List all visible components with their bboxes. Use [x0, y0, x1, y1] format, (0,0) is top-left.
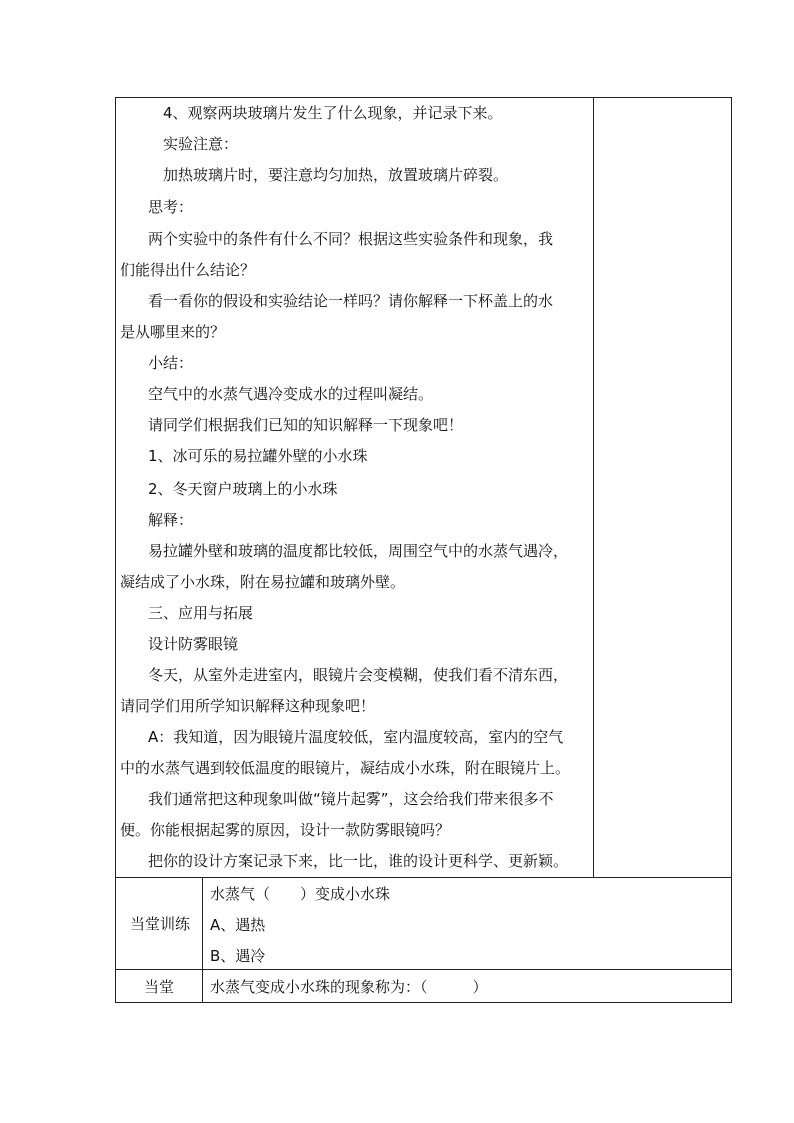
summary-heading: 小结： — [148, 354, 194, 372]
caution-heading: 实验注意： — [163, 135, 239, 153]
record-design-line: 把你的设计方案记录下来，比一比，谁的设计更科学、更新颖。 — [148, 852, 569, 870]
main-cell-right-divider — [593, 97, 594, 878]
explanation-heading: 解释： — [148, 511, 194, 529]
think-question-line-1: 两个实验中的条件有什么不同？根据这些实验条件和现象，我 — [148, 230, 554, 248]
table-divider-2 — [115, 969, 732, 970]
training-option-b: B、遇冷 — [210, 947, 266, 965]
answer-line-2: 中的水蒸气遇到较低温度的眼镜片，凝结成小水珠，附在眼镜片上。 — [120, 759, 571, 777]
explain-prompt: 请同学们根据我们已知的知识解释一下现象吧！ — [148, 416, 464, 434]
explanation-line-1: 易拉罐外壁和玻璃的温度都比较低，周围空气中的水蒸气遇冷， — [148, 542, 569, 560]
step-4-text: 4、观察两块玻璃片发生了什么现象，并记录下来。 — [163, 104, 503, 122]
table-border-bottom — [115, 1002, 732, 1003]
fog-line-1: 我们通常把这种现象叫做“镜片起雾”，这会给我们带来很多不 — [148, 790, 554, 808]
answer-line-1: A：我知道，因为眼镜片温度较低，室内温度较高，室内的空气 — [148, 728, 564, 746]
training-label: 当堂训练 — [130, 915, 191, 933]
example-2: 2、冬天窗户玻璃上的小水珠 — [148, 480, 338, 498]
fog-line-2: 便。你能根据起雾的原因，设计一款防雾眼镜吗？ — [120, 821, 451, 839]
table-divider-1 — [115, 877, 732, 878]
test-question: 水蒸气变成小水珠的现象称为：（ ） — [210, 978, 488, 996]
explanation-line-2: 凝结成了小水珠，附在易拉罐和玻璃外壁。 — [120, 573, 406, 591]
think-heading: 思考： — [148, 198, 194, 216]
table-border-top — [115, 97, 732, 98]
think-question2-line-1: 看一看你的假设和实验结论一样吗？请你解释一下杯盖上的水 — [148, 292, 554, 310]
caution-text: 加热玻璃片时，要注意均匀加热，放置玻璃片碎裂。 — [163, 166, 509, 184]
section-3-heading: 三、应用与拓展 — [148, 604, 254, 622]
example-1: 1、冰可乐的易拉罐外壁的小水珠 — [148, 447, 368, 465]
label-column-divider — [202, 877, 203, 1003]
think-question-line-2: 们能得出什么结论？ — [120, 261, 256, 279]
table-border-left — [115, 97, 116, 1003]
design-heading: 设计防雾眼镜 — [148, 635, 239, 653]
table-border-right — [731, 97, 732, 1003]
test-label: 当堂 — [144, 978, 175, 996]
training-question: 水蒸气（ ）变成小水珠 — [210, 885, 391, 903]
winter-line-2: 请同学们用所学知识解释这种现象吧！ — [120, 697, 376, 715]
training-option-a: A、遇热 — [210, 916, 266, 934]
think-question2-line-2: 是从哪里来的？ — [120, 323, 226, 341]
winter-line-1: 冬天，从室外走进室内，眼镜片会变模糊，使我们看不清东西， — [148, 666, 569, 684]
summary-text: 空气中的水蒸气遇冷变成水的过程叫凝结。 — [148, 385, 434, 403]
